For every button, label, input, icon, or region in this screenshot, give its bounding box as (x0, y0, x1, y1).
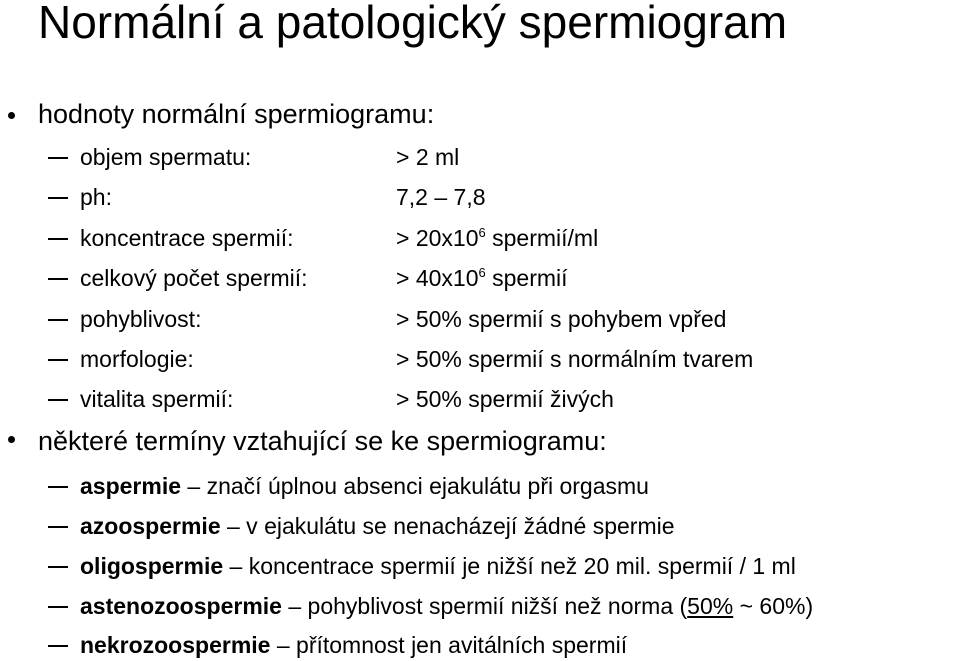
term-definition: – značí úplnou absenci ejakulátu při orgasmu (181, 473, 649, 499)
term-name: aspermie (80, 473, 182, 499)
term-name: nekrozoospermie (80, 632, 271, 658)
dash-icon (48, 606, 68, 608)
row-label-koncentrace: koncentrace spermií: (80, 225, 294, 251)
dash-icon (48, 526, 68, 528)
row-label-objem: objem spermatu: (80, 144, 252, 170)
term-azoospermie (80, 512, 675, 540)
term-name: oligospermie (80, 553, 224, 579)
bullet-icon (8, 436, 15, 443)
row-value-pohyblivost: > 50% spermií s pohybem vpřed (396, 306, 727, 332)
dash-icon (48, 359, 68, 361)
term-definition: – přítomnost jen avitálních spermií (270, 632, 628, 658)
bullet-icon (8, 112, 15, 119)
page-title: Normální a patologický spermiogram (38, 0, 788, 48)
dash-icon (48, 278, 68, 280)
dash-icon (48, 399, 68, 401)
dash-icon (48, 157, 68, 159)
term-definition-end: ~ 60%) (733, 593, 814, 619)
exponent: 6 (478, 265, 486, 280)
row-value-objem: > 2 ml (396, 144, 460, 170)
row-value-celkovy-pocet: > $40x10^6$ spermií (396, 265, 568, 291)
term-definition-underlined: 50% (687, 593, 734, 619)
row-value-vitalita: > 50% spermií živých (396, 386, 614, 412)
term-astenozoospermie (80, 592, 813, 620)
row-value-morfologie: > 50% spermií s normálním tvarem (396, 346, 754, 372)
section-heading-terms: některé termíny vztahující se ke spermiogramu: (38, 426, 607, 456)
term-oligospermie (80, 552, 796, 580)
row-label-vitalita: vitalita spermií: (80, 386, 234, 412)
exponent: 6 (478, 225, 486, 240)
dash-icon (48, 566, 68, 568)
term-nekrozoospermie (80, 631, 627, 659)
row-label-ph: ph: (80, 184, 112, 210)
row-label-morfologie: morfologie: (80, 346, 194, 372)
section-heading-normal-values: hodnoty normální spermiogramu: (38, 99, 435, 129)
term-aspermie (80, 472, 649, 500)
dash-icon (48, 197, 68, 199)
dash-icon (48, 238, 68, 240)
row-value-koncentrace: > $20x10^6$ spermií/ml (396, 225, 599, 251)
term-definition: – pohyblivost spermií nižší než norma ( (281, 593, 688, 619)
dash-icon (48, 645, 68, 647)
dash-icon (48, 319, 68, 321)
row-label-celkovy-pocet: celkový počet spermií: (80, 265, 308, 291)
term-definition: – v ejakulátu se nenacházejí žádné spermie (220, 513, 675, 539)
row-value-ph: 7,2 – 7,8 (396, 184, 486, 210)
row-label-pohyblivost: pohyblivost: (80, 306, 202, 332)
term-definition: – koncentrace spermií je nižší než 20 mil. spermií / 1 ml (223, 553, 796, 579)
dash-icon (48, 486, 68, 488)
term-name: azoospermie (80, 513, 221, 539)
term-name: astenozoospermie (80, 593, 282, 619)
